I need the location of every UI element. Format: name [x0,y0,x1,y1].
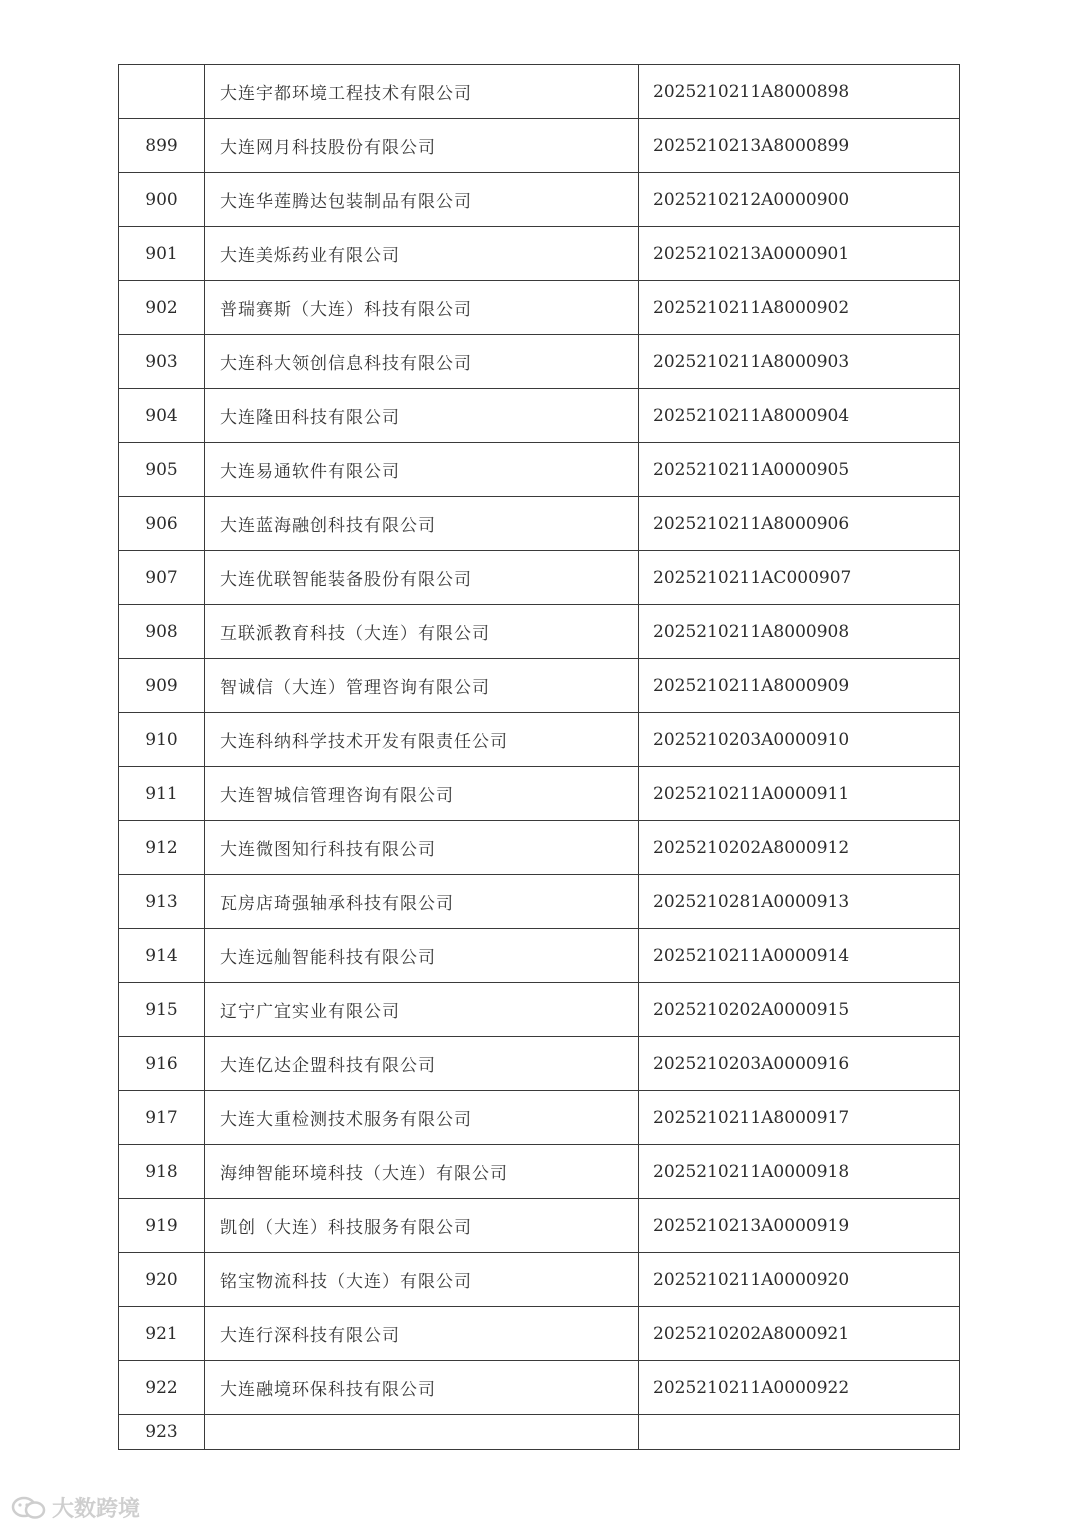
company-name-cell: 辽宁广宜实业有限公司 [205,983,639,1037]
company-name-cell: 大连隆田科技有限公司 [205,389,639,443]
table-row [119,173,960,227]
table-row [119,1307,960,1361]
company-name-cell: 大连网月科技股份有限公司 [205,119,639,173]
registration-code-cell: 2025210213A0000919 [639,1199,960,1253]
registration-code-cell: 2025210202A0000915 [639,983,960,1037]
row-number-cell: 909 [119,659,205,713]
table-row [119,65,960,119]
row-number-cell: 900 [119,173,205,227]
registration-code-cell: 2025210202A8000912 [639,821,960,875]
table-row [119,1253,960,1307]
registration-code-cell: 2025210211A0000905 [639,443,960,497]
table-row [119,659,960,713]
row-number-cell: 911 [119,767,205,821]
row-number-cell: 921 [119,1307,205,1361]
table-row [119,389,960,443]
company-name-cell: 大连远舢智能科技有限公司 [205,929,639,983]
table-row [119,1091,960,1145]
row-number-cell: 905 [119,443,205,497]
company-name-cell: 大连蓝海融创科技有限公司 [205,497,639,551]
row-number-cell: 899 [119,119,205,173]
row-number-cell: 923 [119,1415,205,1450]
registration-code-cell: 2025210212A0000900 [639,173,960,227]
company-name-cell: 普瑞赛斯（大连）科技有限公司 [205,281,639,335]
registration-code-cell: 2025210211A0000920 [639,1253,960,1307]
company-name-cell: 大连科纳科学技术开发有限责任公司 [205,713,639,767]
row-number-cell: 910 [119,713,205,767]
table-row [119,713,960,767]
table-row [119,767,960,821]
company-name-cell: 智诚信（大连）管理咨询有限公司 [205,659,639,713]
company-name-cell: 凯创（大连）科技服务有限公司 [205,1199,639,1253]
row-number-cell: 908 [119,605,205,659]
row-number-cell: 901 [119,227,205,281]
company-name-cell: 海绅智能环境科技（大连）有限公司 [205,1145,639,1199]
table-row [119,281,960,335]
watermark-text: 大数跨境 [52,1497,141,1522]
registration-code-cell: 2025210202A8000921 [639,1307,960,1361]
registration-code-cell: 2025210213A0000901 [639,227,960,281]
company-name-cell [205,1415,639,1450]
table-body [119,65,960,1450]
registration-code-cell: 2025210211A8000904 [639,389,960,443]
row-number-cell: 912 [119,821,205,875]
table-row [119,821,960,875]
row-number-cell: 902 [119,281,205,335]
row-number-cell: 920 [119,1253,205,1307]
company-name-cell: 大连科大领创信息科技有限公司 [205,335,639,389]
company-name-cell: 大连易通软件有限公司 [205,443,639,497]
registration-code-cell: 2025210211A8000906 [639,497,960,551]
table-row [119,1145,960,1199]
company-name-cell: 大连美烁药业有限公司 [205,227,639,281]
row-number-cell: 904 [119,389,205,443]
registration-code-cell: 2025210211A8000898 [639,65,960,119]
company-name-cell: 大连融境环保科技有限公司 [205,1361,639,1415]
row-number-cell: 903 [119,335,205,389]
company-name-cell: 大连微图知行科技有限公司 [205,821,639,875]
company-name-cell: 大连宇都环境工程技术有限公司 [205,65,639,119]
row-number-cell: 906 [119,497,205,551]
registration-code-cell: 2025210211A8000908 [639,605,960,659]
wechat-logo-icon [10,1495,48,1521]
row-number-cell: 907 [119,551,205,605]
watermark [10,1492,140,1523]
company-name-cell: 大连华莲腾达包装制品有限公司 [205,173,639,227]
table-row [119,443,960,497]
company-name-cell: 大连大重检测技术服务有限公司 [205,1091,639,1145]
table-row [119,1199,960,1253]
table-row [119,1415,960,1450]
row-number-cell: 915 [119,983,205,1037]
company-name-cell: 互联派教育科技（大连）有限公司 [205,605,639,659]
registration-code-cell: 2025210213A8000899 [639,119,960,173]
registration-code-cell: 2025210211A0000918 [639,1145,960,1199]
registration-code-cell: 2025210211AC000907 [639,551,960,605]
registration-code-cell: 2025210211A8000902 [639,281,960,335]
registration-code-cell: 2025210211A0000914 [639,929,960,983]
company-name-cell: 大连优联智能装备股份有限公司 [205,551,639,605]
table-row [119,1361,960,1415]
table-row [119,227,960,281]
company-name-cell: 大连行深科技有限公司 [205,1307,639,1361]
registration-code-cell: 2025210211A0000911 [639,767,960,821]
row-number-cell: 919 [119,1199,205,1253]
row-number-cell [119,65,205,119]
table-row [119,929,960,983]
company-registry-table [118,64,960,1450]
table-row [119,335,960,389]
company-name-cell: 瓦房店琦强轴承科技有限公司 [205,875,639,929]
row-number-cell: 916 [119,1037,205,1091]
table-row [119,875,960,929]
row-number-cell: 917 [119,1091,205,1145]
table-row [119,1037,960,1091]
registration-code-cell: 2025210211A0000922 [639,1361,960,1415]
registration-code-cell: 2025210203A0000910 [639,713,960,767]
registration-code-cell: 2025210203A0000916 [639,1037,960,1091]
table-row [119,551,960,605]
registration-code-cell: 2025210211A8000909 [639,659,960,713]
table-row [119,497,960,551]
row-number-cell: 914 [119,929,205,983]
company-name-cell: 铭宝物流科技（大连）有限公司 [205,1253,639,1307]
row-number-cell: 922 [119,1361,205,1415]
table-row [119,119,960,173]
company-name-cell: 大连亿达企盟科技有限公司 [205,1037,639,1091]
registration-code-cell: 2025210281A0000913 [639,875,960,929]
table-row [119,605,960,659]
registration-code-cell: 2025210211A8000903 [639,335,960,389]
row-number-cell: 918 [119,1145,205,1199]
registration-code-cell: 2025210211A8000917 [639,1091,960,1145]
table-row [119,983,960,1037]
registration-code-cell [639,1415,960,1450]
company-name-cell: 大连智城信管理咨询有限公司 [205,767,639,821]
row-number-cell: 913 [119,875,205,929]
